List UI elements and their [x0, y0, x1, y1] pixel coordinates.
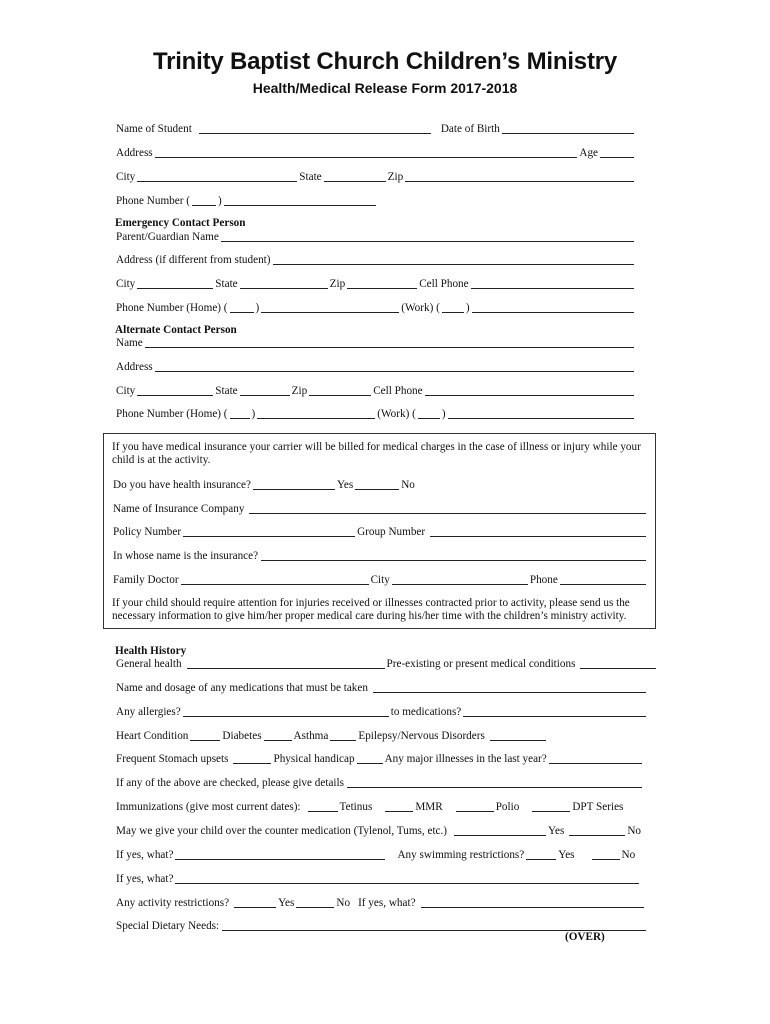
- group-label: Group Number: [357, 526, 426, 538]
- swimming-no-label: No: [621, 849, 636, 861]
- alternate-home-label: Phone Number (Home) (: [116, 408, 228, 420]
- alternate-name-row: [115, 334, 635, 350]
- emergency-home-field[interactable]: [261, 301, 399, 313]
- emergency-work-area[interactable]: [442, 301, 464, 313]
- major-illness-label: Any major illnesses in the last year?: [384, 753, 547, 765]
- student-address-label: Address: [116, 147, 153, 159]
- checked-details-row: [115, 774, 643, 790]
- student-phone-row: [115, 192, 635, 208]
- tetinus-label: Tetinus: [339, 801, 373, 813]
- student-phone-field[interactable]: [224, 194, 376, 206]
- activity-label: Any activity restrictions?: [116, 897, 230, 909]
- handicap-field[interactable]: [357, 752, 383, 764]
- stomach-row: [115, 750, 643, 766]
- allergies-label: Any allergies?: [116, 706, 181, 718]
- group-field[interactable]: [430, 525, 646, 537]
- dpt-field[interactable]: [532, 800, 570, 812]
- swimming-if-yes-field[interactable]: [175, 872, 639, 884]
- otc-row: [115, 822, 642, 838]
- swimming-yes-field[interactable]: [526, 848, 556, 860]
- polio-label: Polio: [495, 801, 520, 813]
- emergency-state-field[interactable]: [240, 277, 328, 289]
- policy-field[interactable]: [183, 525, 355, 537]
- emergency-heading: Emergency Contact Person: [115, 217, 246, 229]
- have-insurance-label: Do you have health insurance?: [113, 479, 251, 491]
- otc-if-yes-label: If yes, what?: [116, 849, 174, 861]
- whose-name-field[interactable]: [261, 549, 646, 561]
- activity-if-yes-field[interactable]: [421, 896, 644, 908]
- alternate-name-field[interactable]: [145, 336, 634, 348]
- alternate-zip-field[interactable]: [309, 384, 371, 396]
- preexisting-field[interactable]: [580, 657, 656, 669]
- insurance-company-row: [112, 500, 647, 516]
- swimming-if-yes-label: If yes, what?: [116, 873, 174, 885]
- dietary-label: Special Dietary Needs:: [116, 920, 220, 932]
- student-phone-label: Phone Number (: [116, 195, 190, 207]
- alternate-cell-field[interactable]: [425, 384, 634, 396]
- emergency-state-label: State: [215, 278, 238, 290]
- activity-row: [115, 894, 645, 910]
- epilepsy-field[interactable]: [490, 729, 546, 741]
- alternate-phone-row: [115, 405, 635, 421]
- insurance-company-label: Name of Insurance Company: [113, 503, 245, 515]
- emergency-cell-field[interactable]: [471, 277, 634, 289]
- emergency-city-row: [115, 275, 635, 291]
- checked-details-label: If any of the above are checked, please give details: [116, 777, 344, 789]
- handicap-label: Physical handicap: [273, 753, 355, 765]
- student-address-field[interactable]: [155, 146, 578, 158]
- student-zip-field[interactable]: [405, 170, 634, 182]
- form-subtitle: Health/Medical Release Form 2017-2018: [252, 80, 518, 96]
- emergency-zip-label: Zip: [329, 278, 346, 290]
- dob-field[interactable]: [502, 122, 634, 134]
- alternate-state-label: State: [215, 385, 238, 397]
- to-medications-label: to medications?: [390, 706, 462, 718]
- alternate-state-field[interactable]: [240, 384, 290, 396]
- alternate-home-close: ): [251, 408, 256, 420]
- policy-row: [112, 523, 647, 539]
- mmr-field[interactable]: [385, 800, 413, 812]
- allergies-row: [115, 703, 647, 719]
- emergency-cell-label: Cell Phone: [419, 278, 469, 290]
- age-label: Age: [579, 147, 598, 159]
- alternate-home-area[interactable]: [230, 407, 250, 419]
- emergency-home-area[interactable]: [230, 301, 254, 313]
- doctor-phone-field[interactable]: [560, 573, 646, 585]
- swimming-no-field[interactable]: [592, 848, 620, 860]
- insurance-no-field[interactable]: [355, 478, 399, 490]
- student-city-row: [115, 168, 635, 184]
- student-phone-area[interactable]: [192, 194, 216, 206]
- alternate-zip-label: Zip: [291, 385, 308, 397]
- student-address-row: [115, 144, 635, 160]
- alternate-city-label: City: [116, 385, 136, 397]
- alternate-work-field[interactable]: [448, 407, 634, 419]
- immunizations-row: [115, 798, 624, 814]
- heart-field[interactable]: [190, 729, 220, 741]
- student-name-label: Name of Student: [116, 123, 192, 135]
- stomach-label: Frequent Stomach upsets: [116, 753, 229, 765]
- activity-no-label: No: [336, 897, 351, 909]
- student-zip-label: Zip: [387, 171, 404, 183]
- whose-name-row: [112, 547, 647, 563]
- alternate-city-field[interactable]: [137, 384, 213, 396]
- doctor-city-label: City: [370, 574, 390, 586]
- otc-yes-label: Yes: [548, 825, 565, 837]
- otc-no-field[interactable]: [569, 824, 625, 836]
- have-insurance-row: [112, 476, 647, 492]
- general-health-field[interactable]: [187, 657, 385, 669]
- health-heading: Health History: [115, 645, 187, 657]
- insurance-note: If your child should require attention for injuries received or illnesses contracted prior to activity, please send us the necessary information to give him/her proper medical care during his/her time with the children’s ministry activity.: [112, 597, 630, 622]
- insurance-company-field[interactable]: [249, 502, 646, 514]
- doctor-row: [112, 571, 647, 587]
- insurance-yes-label: Yes: [336, 479, 354, 491]
- diabetes-field[interactable]: [264, 729, 292, 741]
- parent-name-row: [115, 228, 635, 244]
- immunizations-label: Immunizations (give most current dates):: [116, 801, 301, 813]
- doctor-city-field[interactable]: [392, 573, 528, 585]
- otc-yes-field[interactable]: [454, 824, 546, 836]
- asthma-field[interactable]: [330, 729, 356, 741]
- otc-if-yes-field[interactable]: [175, 848, 385, 860]
- student-phone-close: ): [217, 195, 222, 207]
- medications-row: [115, 679, 647, 695]
- medications-field[interactable]: [373, 681, 646, 693]
- dpt-label: DPT Series: [572, 801, 624, 813]
- whose-name-label: In whose name is the insurance?: [113, 550, 259, 562]
- stomach-field[interactable]: [233, 752, 271, 764]
- emergency-work-field[interactable]: [472, 301, 634, 313]
- emergency-work-label: (Work) (: [401, 302, 440, 314]
- dob-label: Date of Birth: [440, 123, 500, 135]
- medications-label: Name and dosage of any medications that must be taken: [116, 682, 368, 694]
- emergency-phone-row: [115, 299, 635, 315]
- student-city-field[interactable]: [137, 170, 297, 182]
- dietary-field[interactable]: [222, 919, 646, 931]
- parent-name-label: Parent/Guardian Name: [116, 231, 219, 243]
- alternate-work-close: ): [441, 408, 446, 420]
- alternate-city-row: [115, 382, 635, 398]
- age-field[interactable]: [600, 146, 634, 158]
- insurance-no-label: No: [401, 479, 415, 491]
- over-note: (OVER): [565, 931, 605, 943]
- asthma-label: Asthma: [293, 730, 329, 742]
- insurance-intro: If you have medical insurance your carrier will be billed for medical charges in the case of illness or injury while your child is at the activity.: [112, 441, 641, 466]
- alternate-address-label: Address: [116, 361, 153, 373]
- activity-yes-label: Yes: [278, 897, 295, 909]
- parent-name-field[interactable]: [221, 230, 634, 242]
- polio-field[interactable]: [456, 800, 494, 812]
- alternate-heading: Alternate Contact Person: [115, 324, 237, 336]
- policy-label: Policy Number: [113, 526, 182, 538]
- heart-label: Heart Condition: [116, 730, 189, 742]
- conditions-row: [115, 727, 515, 743]
- alternate-address-row: [115, 358, 635, 374]
- activity-no-field[interactable]: [296, 896, 334, 908]
- insurance-yes-field[interactable]: [253, 478, 335, 490]
- emergency-home-label: Phone Number (Home) (: [116, 302, 228, 314]
- emergency-home-close: ): [255, 302, 260, 314]
- major-illness-field[interactable]: [549, 752, 642, 764]
- if-yes-swimming-row: [115, 846, 635, 862]
- emergency-city-field[interactable]: [137, 277, 213, 289]
- student-state-label: State: [299, 171, 322, 183]
- alternate-work-area[interactable]: [418, 407, 440, 419]
- otc-label: May we give your child over the counter medication (Tylenol, Tums, etc.): [116, 825, 448, 837]
- student-name-field[interactable]: [199, 122, 431, 134]
- alternate-name-label: Name: [116, 337, 143, 349]
- doctor-field[interactable]: [181, 573, 369, 585]
- emergency-zip-field[interactable]: [347, 277, 417, 289]
- epilepsy-label: Epilepsy/Nervous Disorders: [358, 730, 485, 742]
- swimming-if-yes-row: [115, 870, 640, 886]
- student-name-row: [115, 120, 635, 136]
- doctor-phone-label: Phone: [529, 574, 558, 586]
- alternate-address-field[interactable]: [155, 360, 634, 372]
- student-city-label: City: [116, 171, 136, 183]
- diabetes-label: Diabetes: [222, 730, 262, 742]
- doctor-label: Family Doctor: [113, 574, 179, 586]
- form-title: Trinity Baptist Church Children’s Ministry: [152, 48, 618, 75]
- checked-details-field[interactable]: [347, 776, 642, 788]
- alternate-home-field[interactable]: [257, 407, 375, 419]
- allergies-field[interactable]: [183, 705, 389, 717]
- to-medications-field[interactable]: [463, 705, 646, 717]
- emergency-address-label: Address (if different from student): [116, 254, 271, 266]
- emergency-address-row: [115, 251, 635, 267]
- student-state-field[interactable]: [324, 170, 386, 182]
- swimming-label: Any swimming restrictions?: [397, 849, 525, 861]
- mmr-label: MMR: [415, 801, 443, 813]
- activity-yes-field[interactable]: [234, 896, 276, 908]
- alternate-cell-label: Cell Phone: [373, 385, 423, 397]
- general-health-label: General health: [116, 658, 182, 670]
- general-health-row: [115, 655, 657, 671]
- emergency-city-label: City: [116, 278, 136, 290]
- alternate-work-label: (Work) (: [377, 408, 416, 420]
- emergency-work-close: ): [465, 302, 470, 314]
- activity-if-yes-label: If yes, what?: [358, 897, 416, 909]
- tetinus-field[interactable]: [308, 800, 338, 812]
- swimming-yes-label: Yes: [558, 849, 575, 861]
- otc-no-label: No: [627, 825, 642, 837]
- preexisting-label: Pre-existing or present medical conditions: [386, 658, 576, 670]
- emergency-address-field[interactable]: [273, 253, 634, 265]
